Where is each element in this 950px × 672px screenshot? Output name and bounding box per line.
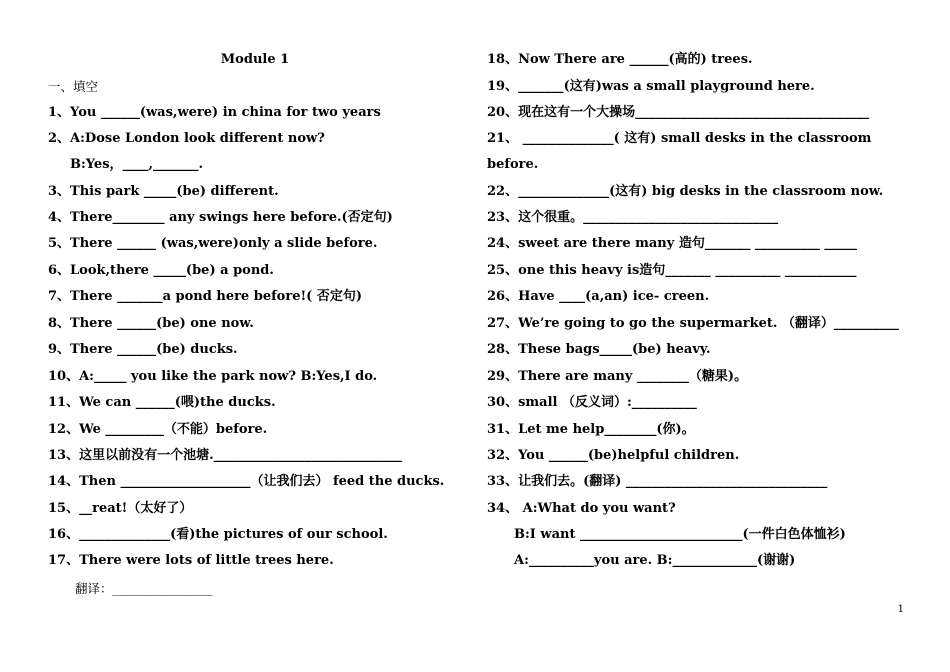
question-2b: B:Yes，____,_______.: [70, 157, 204, 172]
question-31: 31、Let me help________(你)。: [487, 422, 695, 437]
page-title: Module 1: [220, 52, 290, 67]
question-29: 29、There are many ________（糖果)。: [487, 369, 748, 384]
question-17: 17、There were lots of little trees here.: [48, 553, 334, 568]
question-12: 12、We _________（不能）before.: [48, 422, 268, 437]
question-21: 21、 ______________( 这有) small desks in the classroom: [487, 131, 872, 146]
question-33: 33、让我们去。(翻译) _______________________________: [487, 474, 828, 489]
question-5: 5、There ______ (was,were)only a slide before.: [48, 236, 378, 251]
question-11: 11、We can ______(喂)the ducks.: [48, 395, 276, 410]
question-30: 30、small （反义词）:__________: [487, 395, 697, 410]
question-20: 20、现在这有一个大操场____________________________________: [487, 105, 870, 120]
question-10: 10、A:_____ you like the park now? B:Yes,I do.: [48, 369, 378, 384]
question-4: 4、There________ any swings here before.(否定句): [48, 210, 393, 225]
question-6: 6、Look,there _____(be) a pond.: [48, 263, 274, 278]
page-number: 1: [897, 604, 904, 615]
question-1: 1、You ______(was,were) in china for two years: [48, 105, 381, 120]
question-7: 7、There _______a pond here before!( 否定句): [48, 289, 363, 304]
question-27: 27、We’re going to go the supermarket. （翻译）__________: [487, 316, 899, 331]
question-15: 15、__reat!（太好了）: [48, 501, 193, 516]
question-26: 26、Have ____(a,an) ice- creen.: [487, 289, 710, 304]
question-28: 28、These bags_____(be) heavy.: [487, 342, 711, 357]
question-25: 25、one this heavy is造句_______ __________ ___________: [487, 263, 857, 278]
question-22: 22、______________(这有) big desks in the classroom now.: [487, 184, 884, 199]
question-18: 18、Now There are ______(高的) trees.: [487, 52, 753, 67]
question-16: 16、______________(看)the pictures of our school.: [48, 527, 388, 542]
question-14: 14、Then ____________________（让我们去） feed the ducks.: [48, 474, 445, 489]
question-34b: B:I want _________________________(一件白色体恤衫): [514, 527, 846, 542]
section-heading: 一、填空: [48, 79, 99, 94]
question-17-translation: 翻译：________________: [75, 581, 213, 596]
question-2a: 2、A:Dose London look different now?: [48, 131, 325, 146]
question-24: 24、sweet are there many 造句_______ __________ _____: [487, 236, 857, 251]
question-32: 32、You ______(be)helpful children.: [487, 448, 740, 463]
question-9: 9、There ______(be) ducks.: [48, 342, 238, 357]
question-23: 23、这个很重。______________________________: [487, 210, 779, 225]
question-19: 19、_______(这有)was a small playground here.: [487, 79, 815, 94]
question-21-cont: before.: [487, 157, 539, 172]
question-3: 3、This park _____(be) different.: [48, 184, 279, 199]
question-34a: 34、 A:What do you want?: [487, 501, 676, 516]
question-8: 8、There ______(be) one now.: [48, 316, 254, 331]
question-34c: A:__________you are. B:_____________(谢谢): [514, 553, 796, 568]
question-13: 13、这里以前没有一个池塘._____________________________: [48, 448, 403, 463]
